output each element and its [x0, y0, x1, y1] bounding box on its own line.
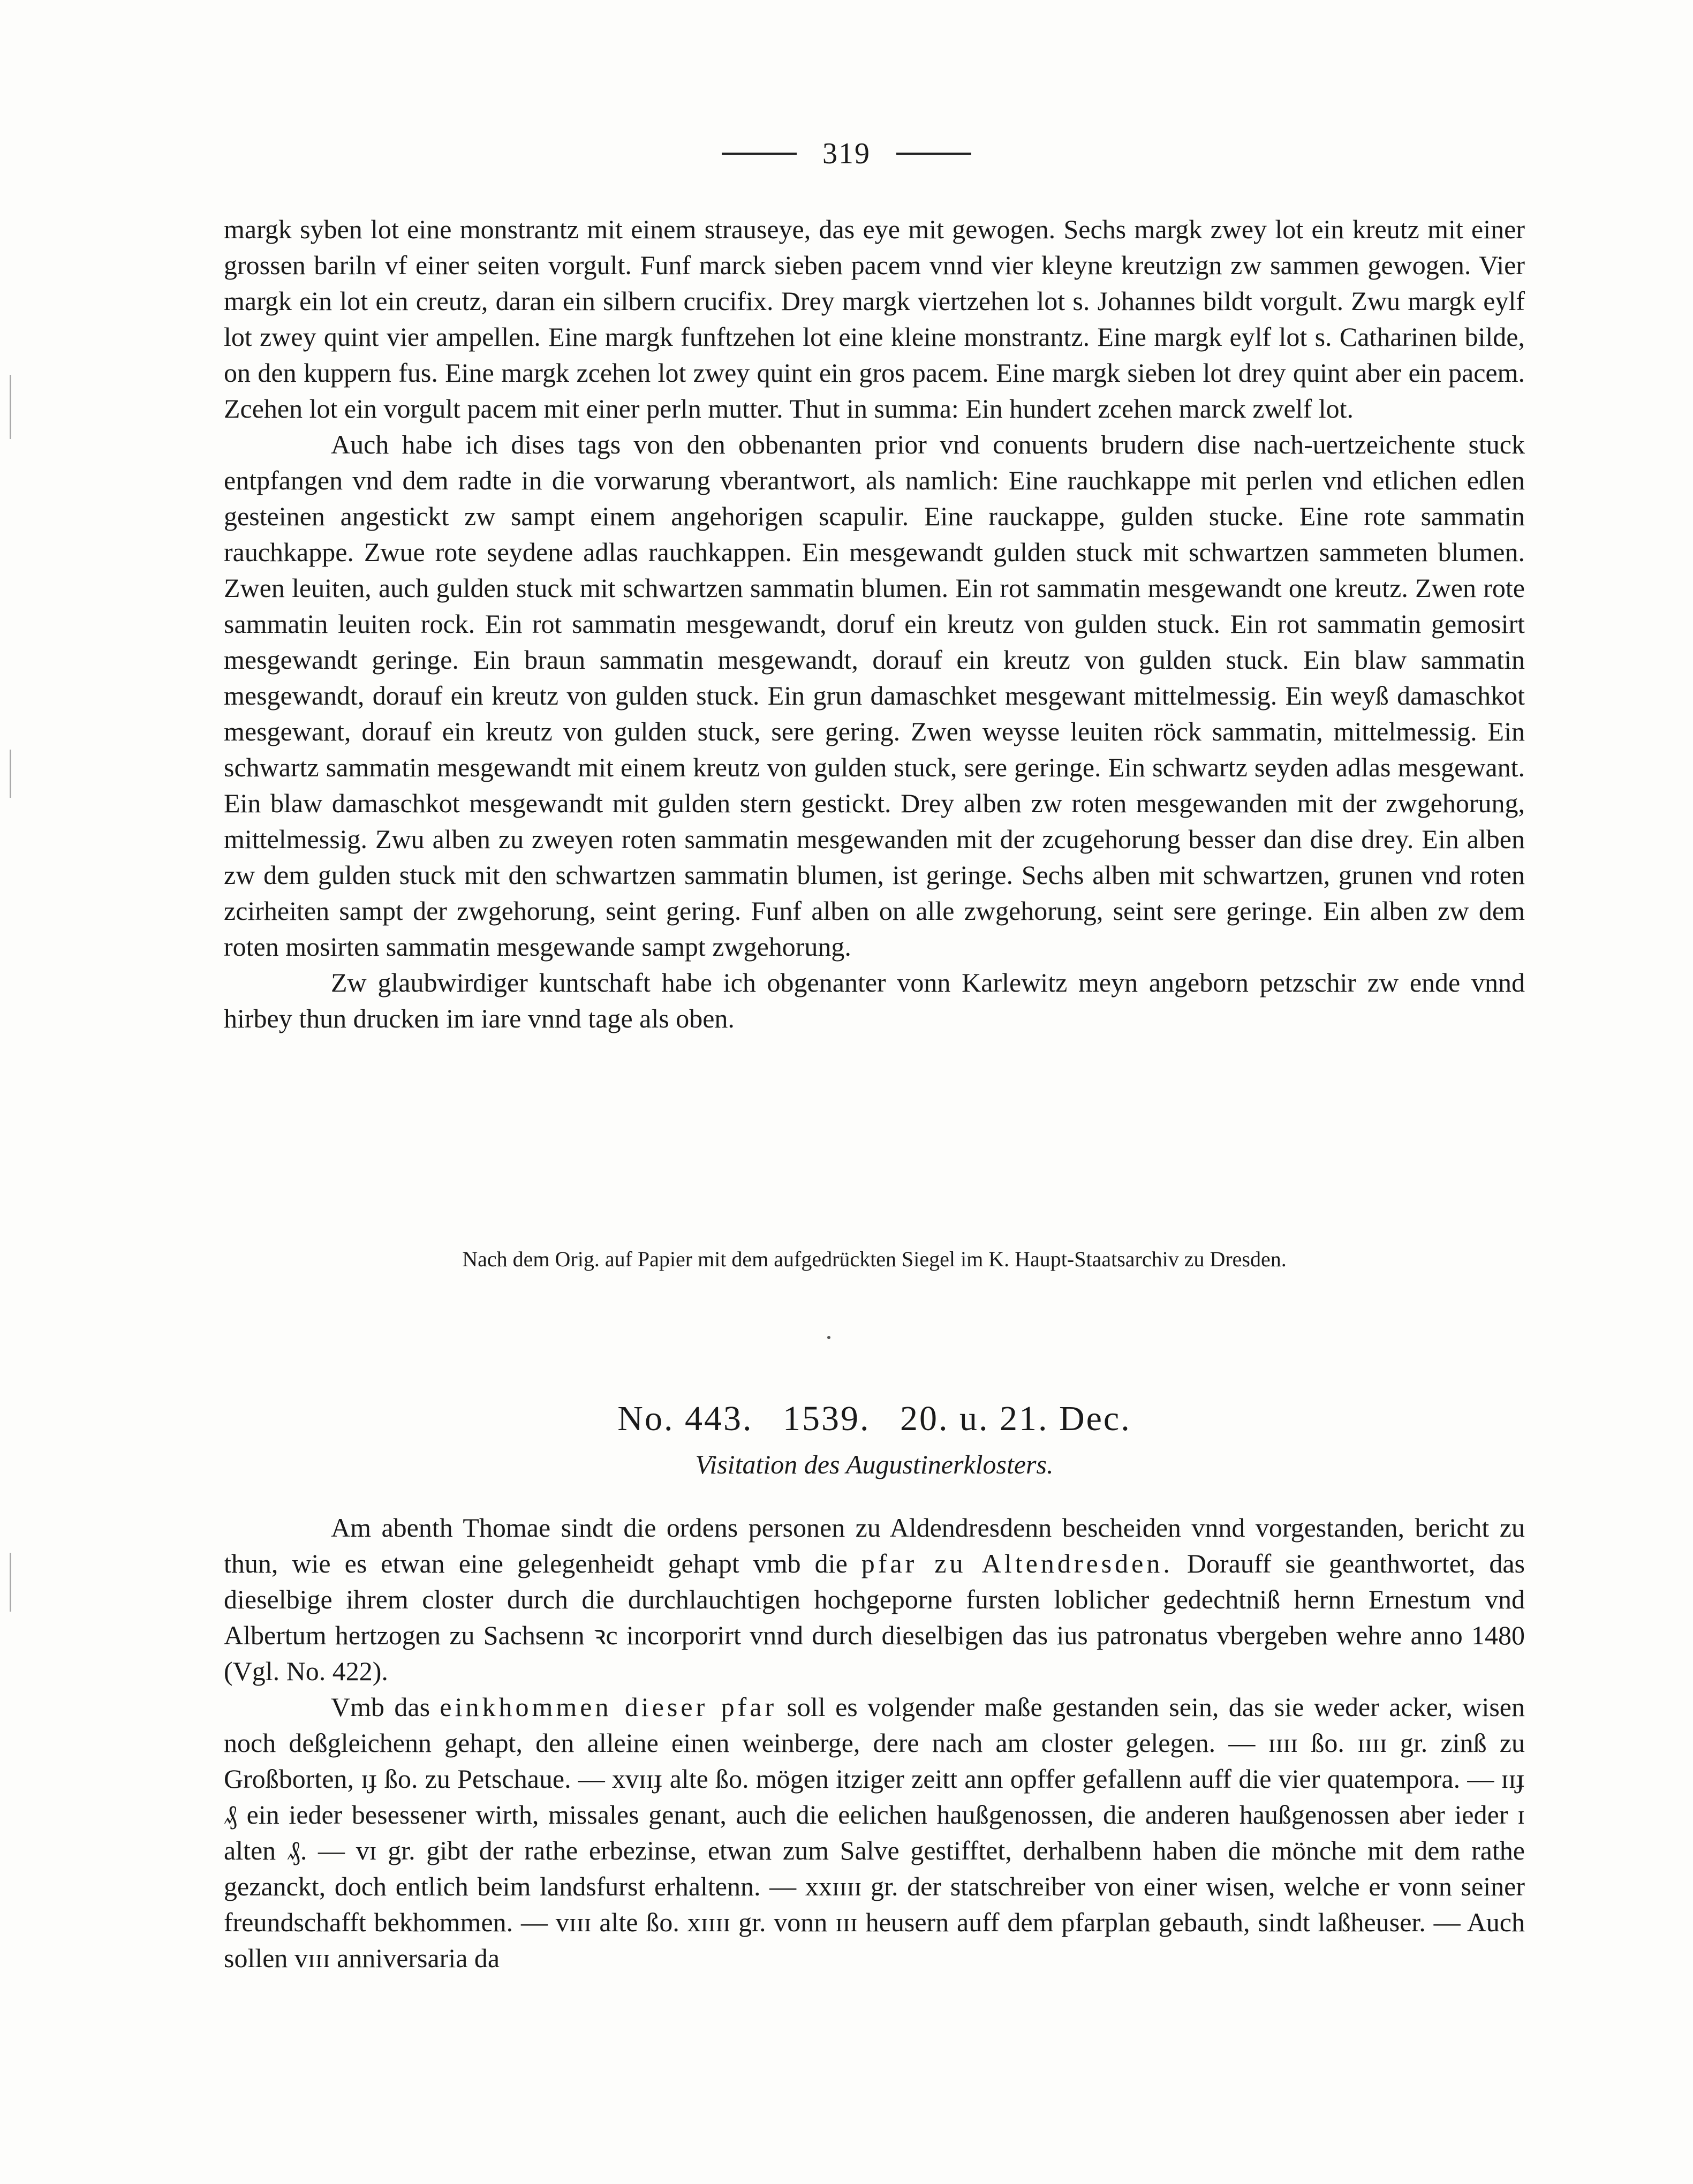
- section-divider-dot: [827, 1336, 830, 1339]
- paragraph-text-run: soll es volgender maße gestanden sein, das sie weder acker, wisen noch deßgleichenn gehapt, den alleine einen weinberge, dere nach am closter gelegen. — ɪɪɪɪ ßo. ɪɪɪɪ gr. zinß zu Großborten, ɪɟ ßo. zu Petschaue. — xᴠɪɪɟ alte ßo. mögen itziger zeitt ann opffer gefallenn auff die vier quatempora. — ɪɪɟ ₰ ein ieder besessener wirth, missales genant, auch die eelichen haußgenossen, die anderen haußgenossen aber ieder ɪ alten ₰. — ᴠɪ gr. gibt der rathe erbezinse, etwan zum Salve gestifftet, derhalbenn haben die mönche mit dem rathe gezanckt, doch entlich beim landsfurst erhaltenn. — xxɪɪɪɪ gr. der statschreiber von einer wisen, welche er vonn seiner freundschafft bekhommen. — ᴠɪɪɪ alte ßo. xɪɪɪɪ gr. vonn ɪɪɪ heusern auff dem pfarplan gebauth, sindt laßheuser. — Auch sollen ᴠɪɪɪ anniversaria da: [224, 1692, 1525, 1973]
- header-rule-left: [722, 153, 797, 155]
- paragraph-attestation: Zw glaubwirdiger kuntschaft habe ich obgenanter vonn Karlewitz meyn angeborn petzschir zw ende vnnd hirbey thun drucken im iare vnnd tage als oben.: [224, 968, 1525, 1033]
- page-header: [0, 137, 1693, 171]
- scan-margin-mark: [10, 1553, 11, 1612]
- document-subtitle: Visitation des Augustinerklosters.: [695, 1449, 1054, 1479]
- document-year: 1539.: [782, 1399, 871, 1438]
- paragraph-inventory-vestments: Auch habe ich dises tags von den obbenanten prior vnd conuents brudern dise nach-uertzeichente stuck entpfangen vnd dem radte in die vorwarung vberantwort, als namlich: Eine rauchkappe mit perlen vnd etlichen edlen gesteinen angestickt zw sampt einem angehorigen scapulir. Eine rauckappe, gulden stucke. Eine rote sammatin rauchkappe. Zwue rote seydene adlas rauchkappen. Ein mesgewandt gulden stuck mit schwartzen sammeten blumen. Zwen leuiten, auch gulden stuck mit schwartzen sammatin blumen. Ein rot sammatin mesgewandt one kreutz. Zwen rote sammatin leuiten rock. Ein rot sammatin mesgewandt, doruf ein kreutz von gulden stuck. Ein rot sammatin gemosirt mesgewandt geringe. Ein braun sammatin mesgewandt, dorauf ein kreutz von gulden stuck. Ein blaw sammatin mesgewandt, dorauf ein kreutz von gulden stuck. Ein grun damaschket mesgewant mittelmessig. Ein weyß damaschkot mesgewant, dorauf ein kreutz von gulden stuck, sere gering. Zwen weysse leuiten röck sammatin, mittelmessig. Ein schwartz sammatin mesgewandt mit einem kreutz von gulden stuck, sere geringe. Ein schwartz seyden adlas mesgewant. Ein blaw damaschkot mesgewandt mit gulden stern gestickt. Drey alben zw roten mesgewanden mit der zwgehorung, mittelmessig. Zwu alben zu zweyen roten sammatin mesgewanden mit der zcugehorung besser dan dise drey. Ein alben zw dem gulden stuck mit den schwartzen sammatin blumen, ist geringe. Sechs alben mit schwartzen, grunen vnd roten zcirheiten sampt der zwgehorung, seint gering. Funf alben on alle zwgehorung, seint sere geringe. Ein alben zw dem roten mosirten sammatin mesgewande sampt zwgehorung.: [224, 429, 1525, 962]
- paragraph-parish-income: [224, 1689, 1525, 1976]
- paragraph-text-run: Vmb das: [331, 1692, 440, 1722]
- section-visitation-text: [224, 1510, 1525, 1976]
- source-note: Nach dem Orig. auf Papier mit dem aufgedrückten Siegel im K. Haupt-Staatsarchiv zu Dresden.: [462, 1247, 1287, 1271]
- page-number: 319: [822, 137, 871, 170]
- scan-margin-mark: [10, 750, 11, 798]
- paragraph-text-run: Am abenth Thomae sindt die ordens personen zu Aldendresdenn bescheiden vnnd vorgestanden, bericht zu thun, wie es etwan eine gelegenheidt gehapt vmb die: [224, 1513, 1525, 1578]
- document-date: 20. u. 21. Dec.: [900, 1399, 1131, 1438]
- spaced-emphasis: pfar zu Altendresden.: [861, 1548, 1173, 1578]
- scan-margin-mark: [10, 375, 11, 439]
- paragraph-text-run: Dorauff sie geanthwortet, das dieselbige ihrem closter durch die durchlauchtigen hochgeporne fursten loblicher gedechtniß hernn Ernestum vnd Albertum hertzogen zu Sachsenn ꝛc incorporirt vnnd durch dieselbigen das ius patronatus vbergeben wehre anno 1480 (Vgl. No. 422).: [224, 1548, 1525, 1686]
- header-rule-right: [896, 153, 971, 155]
- paragraph-parish-history: [224, 1510, 1525, 1689]
- spaced-emphasis: einkhommen dieser pfar: [440, 1692, 777, 1722]
- paragraph-inventory-silver: margk syben lot eine monstrantz mit einem strauseye, das eye mit gewogen. Sechs margk zwey lot ein kreutz mit einer grossen bariln vf einer seiten vorgult. Funf marck sieben pacem vnnd vier kleyne kreutzign zw sammen gewogen. Vier margk ein lot ein creutz, daran ein silbern crucifix. Drey margk viertzehen lot s. Johannes bildt vorgult. Zwu margk eylf lot zwey quint vier ampellen. Eine margk funftzehen lot eine kleine monstrantz. Eine margk eylf lot s. Catharinen bilde, on den kuppern fus. Eine margk zcehen lot zwey quint ein gros pacem. Eine margk sieben lot drey quint aber ein pacem. Zcehen lot ein vorgult pacem mit einer perln mutter. Thut in summa: Ein hundert zcehen marck zwelf lot.: [224, 214, 1525, 424]
- document-heading: [224, 1397, 1525, 1440]
- document-number: No. 443.: [617, 1399, 753, 1438]
- section-continued-text: [224, 211, 1525, 1037]
